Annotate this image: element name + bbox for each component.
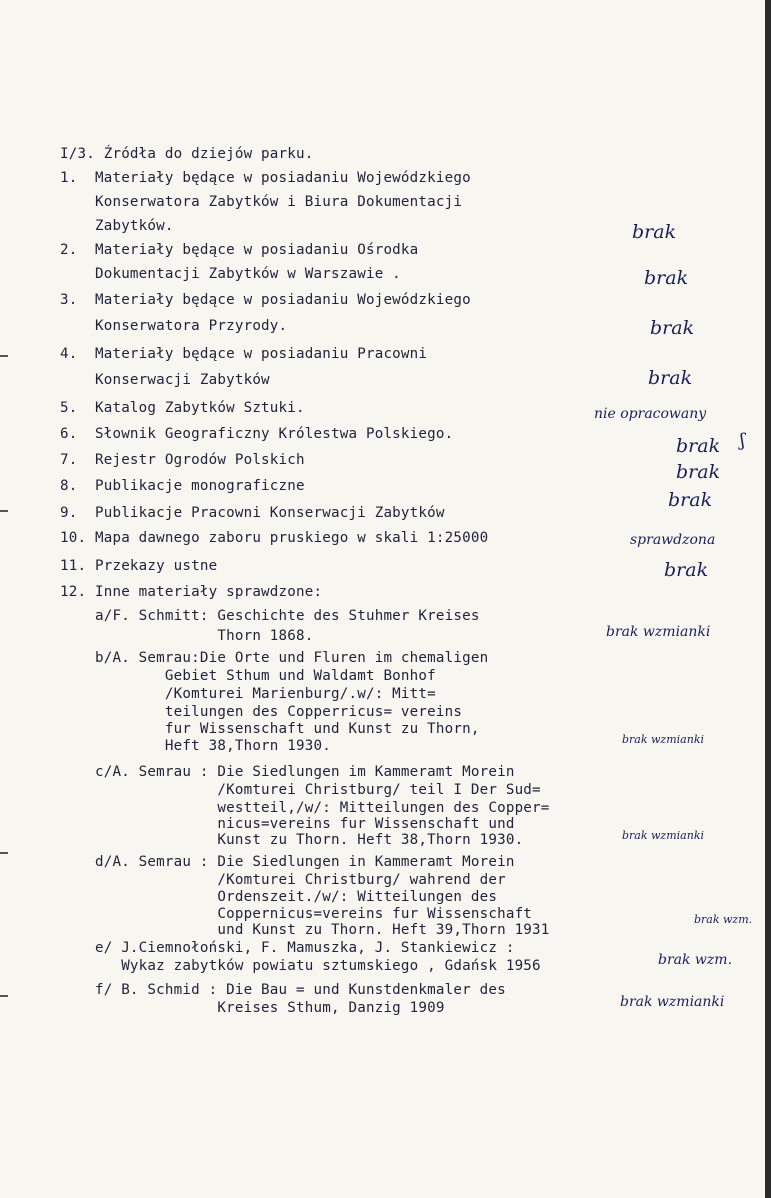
list-item-9: 9. Publikacje Pracowni Konserwacji Zabytków xyxy=(60,505,445,521)
page-edge xyxy=(765,0,771,1198)
list-item-4-cont: Konserwacji Zabytków xyxy=(60,372,270,388)
source-d-cont: und Kunst zu Thorn. Heft 39,Thorn 1931 xyxy=(60,922,550,938)
handwritten-note: brak wzmianki xyxy=(606,624,711,640)
source-c-cont: westteil,/w/: Mitteilungen des Copper= xyxy=(60,800,550,816)
source-b-cont: Gebiet Sthum und Waldamt Bonhof xyxy=(60,668,436,684)
source-d-cont: Ordenszeit./w/: Witteilungen des xyxy=(60,889,498,905)
source-b-cont: teilungen des Copperricus= vereins xyxy=(60,704,463,720)
list-item-8: 8. Publikacje monograficzne xyxy=(60,478,305,494)
margin-mark xyxy=(0,510,8,512)
source-b-cont: fur Wissenschaft und Kunst zu Thorn, xyxy=(60,721,480,737)
list-item-12: 12. Inne materiały sprawdzone: xyxy=(60,584,323,600)
list-item-6: 6. Słownik Geograficzny Królestwa Polskiego. xyxy=(60,426,454,442)
list-item-5: 5. Katalog Zabytków Sztuki. xyxy=(60,400,305,416)
source-c-cont: /Komturei Christburg/ teil I Der Sud= xyxy=(60,782,541,798)
list-item-3: 3. Materiały będące w posiadaniu Wojewódzkiego xyxy=(60,292,471,308)
source-b-cont: /Komturei Marienburg/.w/: Mitt= xyxy=(60,686,436,702)
handwritten-note: brak wzm. xyxy=(658,952,733,968)
source-a-cont: Thorn 1868. xyxy=(60,628,314,644)
handwritten-note: brak xyxy=(632,221,677,243)
source-e-cont: Wykaz zabytków powiatu sztumskiego , Gdańsk 1956 xyxy=(60,958,541,974)
handwritten-note: brak wzmianki xyxy=(622,829,705,842)
source-b: b/A. Semrau:Die Orte und Fluren im chemaligen xyxy=(60,650,489,666)
handwritten-note: brak wzmianki xyxy=(620,994,725,1010)
handwritten-note: brak xyxy=(650,317,695,339)
handwritten-note: brak wzm. xyxy=(694,913,753,926)
handwritten-note: sprawdzona xyxy=(630,532,716,548)
source-c: c/A. Semrau : Die Siedlungen im Kammeramt Morein xyxy=(60,764,515,780)
source-d-cont: /Komturei Christburg/ wahrend der xyxy=(60,872,506,888)
source-f-cont: Kreises Sthum, Danzig 1909 xyxy=(60,1000,445,1016)
source-d-cont: Coppernicus=vereins fur Wissenschaft xyxy=(60,906,533,922)
source-d: d/A. Semrau : Die Siedlungen in Kammeramt Morein xyxy=(60,854,515,870)
list-item-2: 2. Materiały będące w posiadaniu Ośrodka xyxy=(60,242,419,258)
handwritten-note: brak xyxy=(648,367,693,389)
source-b-cont: Heft 38,Thorn 1930. xyxy=(60,738,331,754)
list-item-2-cont: Dokumentacji Zabytków w Warszawie . xyxy=(60,266,401,282)
handwritten-note: brak xyxy=(664,559,709,581)
source-e: e/ J.Ciemnołoński, F. Mamuszka, J. Stankiewicz : xyxy=(60,940,515,956)
section-heading: I/3. Źródła do dziejów parku. xyxy=(60,146,314,162)
source-c-cont: nicus=vereins fur Wissenschaft und xyxy=(60,816,515,832)
margin-mark xyxy=(0,995,8,997)
handwritten-note: nie opracowany xyxy=(594,406,707,422)
handwritten-note: brak xyxy=(668,489,713,511)
handwritten-note: brak xyxy=(644,267,689,289)
list-item-1-cont: Konserwatora Zabytków i Biura Dokumentacji xyxy=(60,194,463,210)
handwritten-note: brak wzmianki xyxy=(622,733,705,746)
list-item-1: 1. Materiały będące w posiadaniu Wojewódzkiego xyxy=(60,170,471,186)
list-item-7: 7. Rejestr Ogrodów Polskich xyxy=(60,452,305,468)
margin-bracket: ʃ xyxy=(740,430,745,451)
handwritten-note: brak xyxy=(676,435,721,457)
source-f: f/ B. Schmid : Die Bau = und Kunstdenkmaler des xyxy=(60,982,506,998)
margin-mark xyxy=(0,355,8,357)
list-item-1-cont: Zabytków. xyxy=(60,218,174,234)
list-item-4: 4. Materiały będące w posiadaniu Pracowni xyxy=(60,346,428,362)
source-c-cont: Kunst zu Thorn. Heft 38,Thorn 1930. xyxy=(60,832,524,848)
margin-mark xyxy=(0,852,8,854)
handwritten-note: brak xyxy=(676,461,721,483)
list-item-10: 10. Mapa dawnego zaboru pruskiego w skali 1:25000 xyxy=(60,530,489,546)
source-a: a/F. Schmitt: Geschichte des Stuhmer Kreises xyxy=(60,608,480,624)
list-item-3-cont: Konserwatora Przyrody. xyxy=(60,318,288,334)
list-item-11: 11. Przekazy ustne xyxy=(60,558,218,574)
